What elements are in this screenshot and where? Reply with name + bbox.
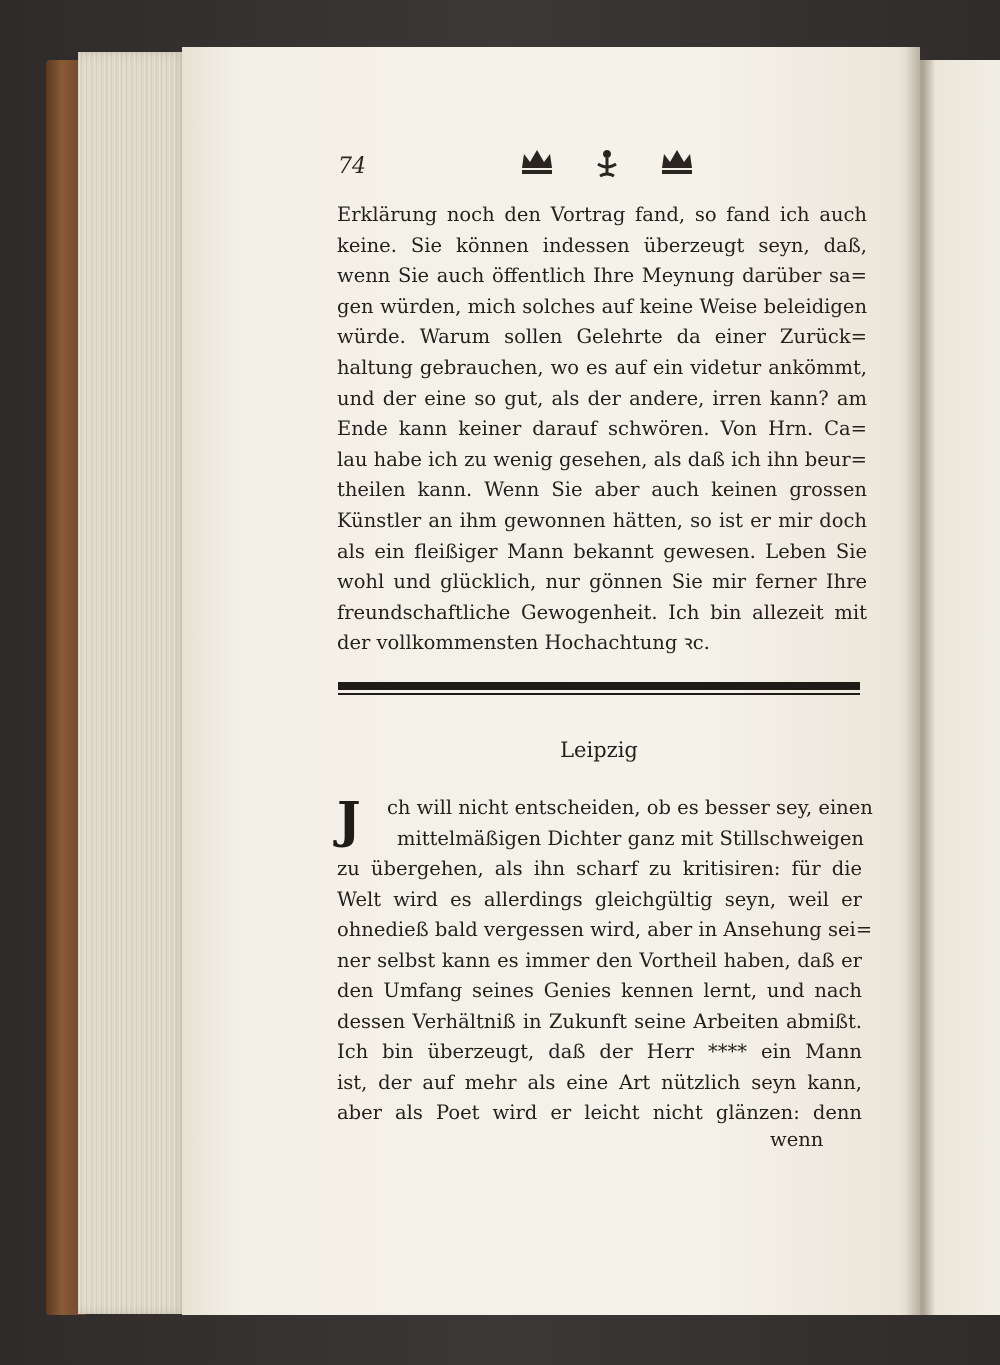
- text-line: Künstler an ihm gewonnen hätten, so ist er mir doch: [337, 508, 867, 532]
- text-line: wohl und glücklich, nur gönnen Sie mir ferner Ihre: [337, 570, 867, 594]
- text-line: Welt wird es allerdings gleichgültig seyn, weil er: [337, 887, 862, 911]
- floral-ornament: [594, 148, 620, 182]
- text-line: freundschaftliche Gewogenheit. Ich bin allezeit mit: [337, 600, 867, 624]
- text-line: haltung gebrauchen, wo es auf ein videtur ankömmt,: [337, 355, 867, 379]
- crown-ornament-left: [520, 148, 554, 176]
- text-line: ist, der auf mehr als eine Art nützlich seyn kann,: [337, 1070, 862, 1094]
- page-edges: [78, 52, 186, 1314]
- crown-ornament-right: [660, 148, 694, 176]
- text-line: mittelmäßigen Dichter ganz mit Stillschweigen: [397, 826, 864, 850]
- text-line: ch will nicht entscheiden, ob es besser sey, einen: [387, 796, 873, 819]
- text-line: keine. Sie können indessen überzeugt seyn, daß,: [337, 233, 867, 257]
- text-line: den Umfang seines Genies kennen lernt, und nach: [337, 979, 862, 1002]
- text-line: und der eine so gut, als der andere, irren kann? am: [337, 386, 867, 410]
- page-header: [338, 148, 863, 188]
- text-line: als ein fleißiger Mann bekannt gewesen. Leben Sie: [337, 539, 867, 563]
- page-number: 74: [338, 154, 366, 179]
- spine-shadow: [905, 47, 935, 1315]
- text-line: Ende kann keiner darauf schwören. Von Hrn. Ca=: [337, 417, 867, 441]
- text-line: lau habe ich zu wenig gesehen, als daß ich ihn beur=: [337, 447, 867, 471]
- text-line: Erklärung noch den Vortrag fand, so fand ich auch: [337, 203, 867, 226]
- text-line: dessen Verhältniß in Zukunft seine Arbeiten abmißt.: [337, 1009, 862, 1033]
- letter-text: [337, 200, 867, 659]
- section-divider: [338, 682, 860, 695]
- text-line: der vollkommensten Hochachtung ꝛc.: [337, 631, 710, 655]
- text-line: theilen kann. Wenn Sie aber auch keinen grossen: [337, 478, 867, 502]
- text-line: aber als Poet wird er leicht nicht glänzen: denn: [337, 1101, 862, 1124]
- catchword: wenn: [770, 1128, 824, 1151]
- drop-cap: J: [337, 790, 361, 849]
- section-title: Leipzig: [560, 738, 638, 762]
- text-line: Ich bin überzeugt, daß der Herr **** ein Mann: [337, 1040, 862, 1063]
- text-line: gen würden, mich solches auf keine Weise beleidigen: [337, 294, 867, 318]
- text-line: ner selbst kann es immer den Vortheil haben, daß er: [337, 948, 862, 972]
- text-line: ohnedieß bald vergessen wird, aber in Ansehung sei=: [337, 918, 873, 941]
- text-line: wenn Sie auch öffentlich Ihre Meynung darüber sa=: [337, 264, 867, 288]
- text-line: würde. Warum sollen Gelehrte da einer Zurück=: [337, 325, 867, 349]
- text-line: zu übergehen, als ihn scharf zu kritisiren: für die: [337, 857, 862, 880]
- section-text: [337, 790, 873, 1129]
